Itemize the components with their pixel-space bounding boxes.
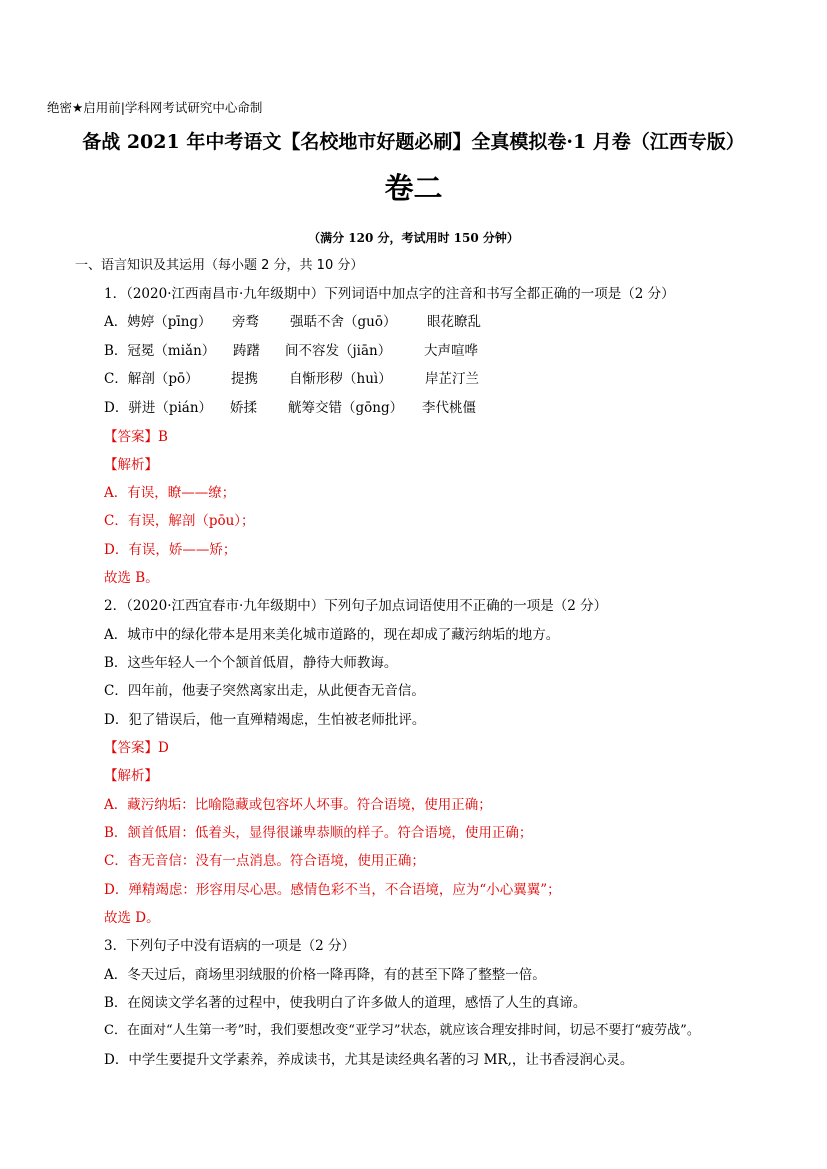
q1-b-word3: 间不容发（jiān）	[285, 343, 392, 359]
q3-option-d: D．中学生要提升文学素养，养成读书，尤其是读经典名著的习 MR,，让书香浸润心灵。	[104, 1052, 634, 1068]
q1-conclusion: 故选 B。	[104, 570, 159, 586]
q1-c-word4: 岸芷汀兰	[425, 371, 479, 387]
q1-analysis-label: 【解析】	[104, 457, 158, 473]
q1-c-word3: 自惭形秽（huì）	[289, 371, 392, 387]
q1-analysis-d: D．有误，娇——矫；	[104, 542, 237, 558]
q2-analysis-d: D．殚精竭虑：形容用尽心思。感情色彩不当，不合语境，应为“小心翼翼”；	[104, 882, 561, 898]
q1-d-word4: 李代桃僵	[422, 400, 476, 416]
q1-a-word3: 强聒不舍（guō）	[290, 314, 397, 330]
q1-c-word2: 提携	[231, 371, 258, 387]
q1-option-a	[104, 313, 481, 331]
q2-analysis-a: A．藏污纳垢：比喻隐藏或包容坏人坏事。符合语境，使用正确；	[104, 797, 492, 813]
q1-b-word1: B．冠冕（miǎn）	[104, 343, 216, 359]
volume-title: 卷二	[384, 171, 443, 205]
q1-a-word4: 眼花瞭乱	[427, 314, 481, 330]
q1-analysis-a: A．有误，瞭——缭；	[104, 485, 236, 501]
score-info: （满分 120 分，考试用时 150 分钟）	[308, 231, 519, 245]
q2-stem: 2．（2020·江西宜春市·九年级期中）下列句子加点词语使用不正确的一项是（2 分）	[104, 598, 608, 614]
q2-option-b: B．这些年轻人一个个颔首低眉，静待大师教诲。	[104, 655, 398, 671]
q2-analysis-b: B．颔首低眉：低着头，显得很谦卑恭顺的样子。符合语境，使用正确；	[104, 825, 533, 841]
q2-option-c: C．四年前，他妻子突然离家出走，从此便杳无音信。	[104, 683, 425, 699]
q1-d-word3: 觥筹交错（gōng）	[288, 400, 404, 416]
q1-option-d	[104, 399, 476, 417]
q3-stem: 3．下列句子中没有语病的一项是（2 分）	[104, 938, 355, 954]
section-heading: 一、语言知识及其运用（每小题 2 分，共 10 分）	[75, 258, 364, 273]
q1-d-word2: 娇揉	[230, 400, 257, 416]
q2-analysis-c: C．杳无音信：没有一点消息。符合语境，使用正确；	[104, 853, 425, 869]
q1-d-word1: D．骈进（pián）	[104, 400, 213, 416]
q1-answer: 【答案】B	[104, 429, 168, 445]
exam-title: 备战 2021 年中考语文【名校地市好题必刷】全真模拟卷·1 月卷（江西专版）	[82, 131, 745, 153]
q1-b-word2: 踌躇	[233, 343, 260, 359]
q2-option-d: D．犯了错误后，他一直殚精竭虑，生怕被老师批评。	[104, 712, 426, 728]
q2-conclusion: 故选 D。	[104, 910, 160, 926]
confidential-note: 绝密★启用前|学科网考试研究中心命制	[47, 100, 263, 115]
q1-stem: 1．（2020·江西南昌市·九年级期中）下列词语中加点字的注音和书写全都正确的一项是（2 分）	[104, 286, 675, 302]
q1-c-word1: C．解剖（pō）	[104, 371, 199, 387]
q3-option-c: C．在面对“人生第一考”时，我们要想改变“亚学习”状态，就应该合理安排时间，切忌不要打“疲劳战”。	[104, 1023, 700, 1038]
q3-option-b: B．在阅读文学名著的过程中，使我明白了许多做人的道理，感悟了人生的真谛。	[104, 995, 587, 1011]
q1-b-word4: 大声喧哗	[424, 343, 478, 359]
q1-analysis-c: C．有误，解剖（pōu）；	[104, 513, 255, 529]
q1-a-word2: 旁骛	[232, 314, 259, 330]
q2-analysis-label: 【解析】	[104, 768, 158, 784]
q2-answer: 【答案】D	[104, 740, 169, 756]
q1-option-b	[104, 342, 478, 360]
q1-a-word1: A．娉婷（pīng）	[104, 314, 212, 330]
q2-option-a: A．城市中的绿化带本是用来美化城市道路的，现在却成了藏污纳垢的地方。	[104, 627, 560, 643]
q3-option-a: A．冬天过后，商场里羽绒服的价格一降再降，有的甚至下降了整整一倍。	[104, 967, 546, 983]
q1-option-c	[104, 370, 479, 388]
